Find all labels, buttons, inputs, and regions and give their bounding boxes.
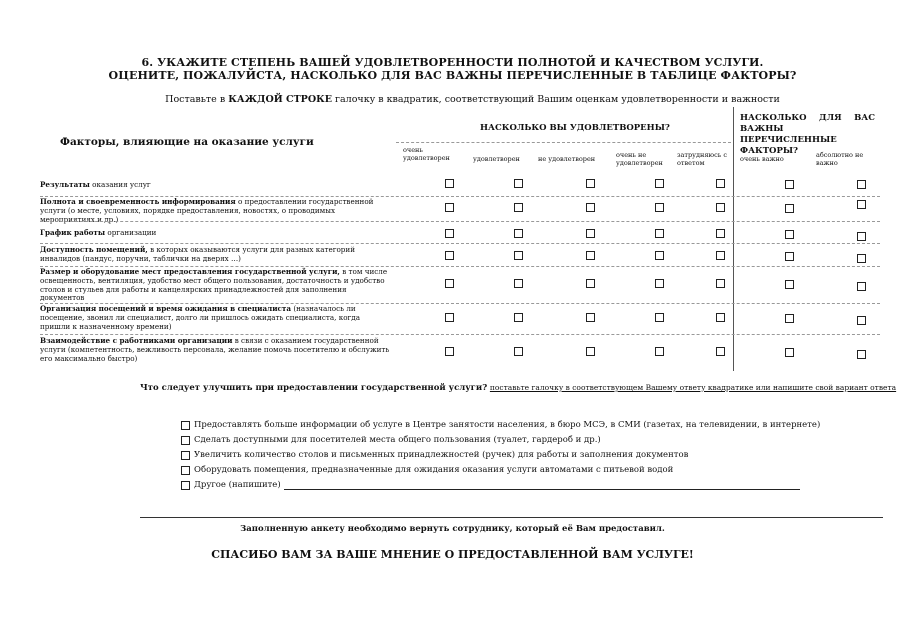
checkbox-interaction-not-important[interactable] (857, 350, 866, 359)
checkbox-results-hard-to-answer[interactable] (716, 179, 725, 188)
row-label-results: Результаты оказания услуг (40, 180, 151, 189)
factors-header: Факторы, влияющие на оказание услуги (60, 136, 314, 148)
checkbox-schedule-not-satisfied[interactable] (586, 229, 595, 238)
checkbox-equipment-very-not-satisfied[interactable] (655, 279, 664, 288)
checkbox-informing-not-important[interactable] (857, 200, 866, 209)
footer-rule (140, 517, 883, 518)
checkbox-results-not-important[interactable] (857, 180, 866, 189)
improve-hint: поставьте галочку в соответствующем Вашему ответу квадратике или напишите свой вариант ответа (489, 383, 897, 392)
option-more-tables[interactable] (181, 450, 688, 460)
option-label: Другое (напишите) (194, 480, 281, 490)
checkbox-results-very-important[interactable] (785, 180, 794, 189)
option-water[interactable] (181, 465, 673, 475)
checkbox-schedule-very-satisfied[interactable] (445, 229, 454, 238)
checkbox-informing-very-satisfied[interactable] (445, 203, 454, 212)
option-checkbox[interactable] (181, 451, 190, 460)
checkbox-accessibility-satisfied[interactable] (514, 251, 523, 260)
checkbox-waiting-very-important[interactable] (785, 314, 794, 323)
row-label-interaction: Взаимодействие с работниками организации в связи с оказанием государственной услуги (компетентность, вежливость персонала, желание помочь посетителю и обслужить его максимально быстро) (40, 336, 390, 363)
checkbox-equipment-hard-to-answer[interactable] (716, 279, 725, 288)
checkbox-results-not-satisfied[interactable] (586, 179, 595, 188)
checkbox-accessibility-not-satisfied[interactable] (586, 251, 595, 260)
checkbox-schedule-very-important[interactable] (785, 230, 794, 239)
checkbox-results-very-not-satisfied[interactable] (655, 179, 664, 188)
checkbox-informing-very-not-satisfied[interactable] (655, 203, 664, 212)
table-divider (733, 107, 734, 371)
checkbox-interaction-satisfied[interactable] (514, 347, 523, 356)
checkbox-equipment-very-satisfied[interactable] (445, 279, 454, 288)
checkbox-schedule-not-important[interactable] (857, 232, 866, 241)
row-rule (40, 243, 880, 244)
checkbox-waiting-very-satisfied[interactable] (445, 313, 454, 322)
importance-header: НАСКОЛЬКО ДЛЯ ВАС ВАЖНЫ ПЕРЕЧИСЛЕННЫЕ ФАКТОРЫ? (740, 113, 875, 156)
checkbox-informing-hard-to-answer[interactable] (716, 203, 725, 212)
row-rule (40, 334, 880, 335)
option-checkbox[interactable] (181, 436, 190, 445)
checkbox-schedule-very-not-satisfied[interactable] (655, 229, 664, 238)
checkbox-equipment-not-important[interactable] (857, 282, 866, 291)
checkbox-informing-satisfied[interactable] (514, 203, 523, 212)
checkbox-waiting-very-not-satisfied[interactable] (655, 313, 664, 322)
col-very-important: очень важно (740, 155, 784, 163)
checkbox-accessibility-very-important[interactable] (785, 252, 794, 261)
other-answer-line[interactable] (284, 480, 800, 490)
checkbox-equipment-very-important[interactable] (785, 280, 794, 289)
checkbox-results-very-satisfied[interactable] (445, 179, 454, 188)
row-rule (40, 221, 880, 222)
option-other[interactable] (181, 480, 800, 490)
row-label-waiting: Организация посещений и время ожидания в специалиста (назначалось ли посещение, звонил ли специалист, долго ли пришлось ожидать специалиста, когда пришли к назначенному времени) (40, 304, 361, 331)
checkbox-equipment-not-satisfied[interactable] (586, 279, 595, 288)
checkbox-schedule-satisfied[interactable] (514, 229, 523, 238)
col-satisfied: удовлетворен (473, 155, 520, 163)
row-label-accessibility: Доступность помещений, в которых оказываются услуги для разных категорий инвалидов (пандус, поручни, таблички на дверях …) (40, 245, 355, 263)
checkbox-informing-very-important[interactable] (785, 204, 794, 213)
checkbox-waiting-not-satisfied[interactable] (586, 313, 595, 322)
footer-thanks: СПАСИБО ВАМ ЗА ВАШЕ МНЕНИЕ О ПРЕДОСТАВЛЕННОЙ ВАМ УСЛУГЕ! (211, 548, 694, 561)
improve-question-text: Что следует улучшить при предоставлении государственной услуги? (140, 383, 488, 393)
option-label: Оборудовать помещения, предназначенные для ожидания оказания услуги автоматами с питьевой водой (194, 465, 674, 475)
option-checkbox[interactable] (181, 481, 190, 490)
checkbox-accessibility-very-not-satisfied[interactable] (655, 251, 664, 260)
checkbox-interaction-very-not-satisfied[interactable] (655, 347, 664, 356)
instruction-bold: КАЖДОЙ СТРОКЕ (228, 94, 332, 105)
instruction-post: галочку в квадратик, соответствующий Вашим оценкам удовлетворенности и важности (335, 94, 780, 105)
checkbox-waiting-not-important[interactable] (857, 316, 866, 325)
row-label-informing: Полнота и своевременность информирования о предоставлении государственной услуги (о месте, условиях, порядке предоставления, новостях, о проводимых мероприятиях и др.) (40, 197, 374, 224)
checkbox-accessibility-not-important[interactable] (857, 254, 866, 263)
row-label-equipment: Размер и оборудование мест предоставления государственной услуги, в том числе освещенность, вентиляция, удобство мест общего пользования, достаточность и удобство столов и стульев для работы и канцелярских принадлежностей для заполнения документов (40, 267, 388, 303)
row-label-schedule: График работы организации (40, 228, 157, 237)
checkbox-interaction-not-satisfied[interactable] (586, 347, 595, 356)
col-not-satisfied: не удовлетворен (538, 155, 596, 163)
checkbox-interaction-very-satisfied[interactable] (445, 347, 454, 356)
col-hard-to-answer: затрудняюсь с ответом (677, 151, 727, 167)
checkbox-equipment-satisfied[interactable] (514, 279, 523, 288)
improve-question (140, 383, 896, 393)
option-checkbox[interactable] (181, 421, 190, 430)
checkbox-results-satisfied[interactable] (514, 179, 523, 188)
instruction-pre: Поставьте в (165, 94, 226, 105)
col-not-important: абсолютно не важно (816, 151, 864, 167)
col-very-not-satisfied: очень не удовлетворен (616, 151, 663, 167)
checkbox-waiting-satisfied[interactable] (514, 313, 523, 322)
satisfaction-header: НАСКОЛЬКО ВЫ УДОВЛЕТВОРЕНЫ? (480, 123, 670, 133)
checkbox-interaction-hard-to-answer[interactable] (716, 347, 725, 356)
checkbox-interaction-very-important[interactable] (785, 348, 794, 357)
section-title-line1: 6. УКАЖИТЕ СТЕПЕНЬ ВАШЕЙ УДОВЛЕТВОРЕННОСТИ ПОЛНОТОЙ И КАЧЕСТВОМ УСЛУГИ. (141, 56, 764, 69)
checkbox-accessibility-very-satisfied[interactable] (445, 251, 454, 260)
option-label: Сделать доступными для посетителей места общего пользования (туалет, гардероб и др.) (194, 435, 601, 445)
section-title-line2: ОЦЕНИТЕ, ПОЖАЛУЙСТА, НАСКОЛЬКО ДЛЯ ВАС ВАЖНЫ ПЕРЕЧИСЛЕННЫЕ В ТАБЛИЦЕ ФАКТОРЫ? (108, 69, 797, 82)
option-label: Увеличить количество столов и письменных принадлежностей (ручек) для работы и заполнения документов (194, 450, 689, 460)
footer-return-note: Заполненную анкету необходимо вернуть сотруднику, который её Вам предоставил. (240, 524, 665, 534)
checkbox-waiting-hard-to-answer[interactable] (716, 313, 725, 322)
checkbox-informing-not-satisfied[interactable] (586, 203, 595, 212)
checkbox-schedule-hard-to-answer[interactable] (716, 229, 725, 238)
option-checkbox[interactable] (181, 466, 190, 475)
col-very-satisfied: очень удовлетворен (403, 146, 450, 162)
option-label: Предоставлять больше информации об услуге в Центре занятости населения, в бюро МСЭ, в СМИ (газетах, на телевидении, в интернете) (194, 420, 821, 430)
option-more-info[interactable] (181, 420, 820, 430)
checkbox-accessibility-hard-to-answer[interactable] (716, 251, 725, 260)
header-rule (396, 142, 731, 143)
option-facilities[interactable] (181, 435, 601, 445)
instruction (0, 94, 905, 105)
